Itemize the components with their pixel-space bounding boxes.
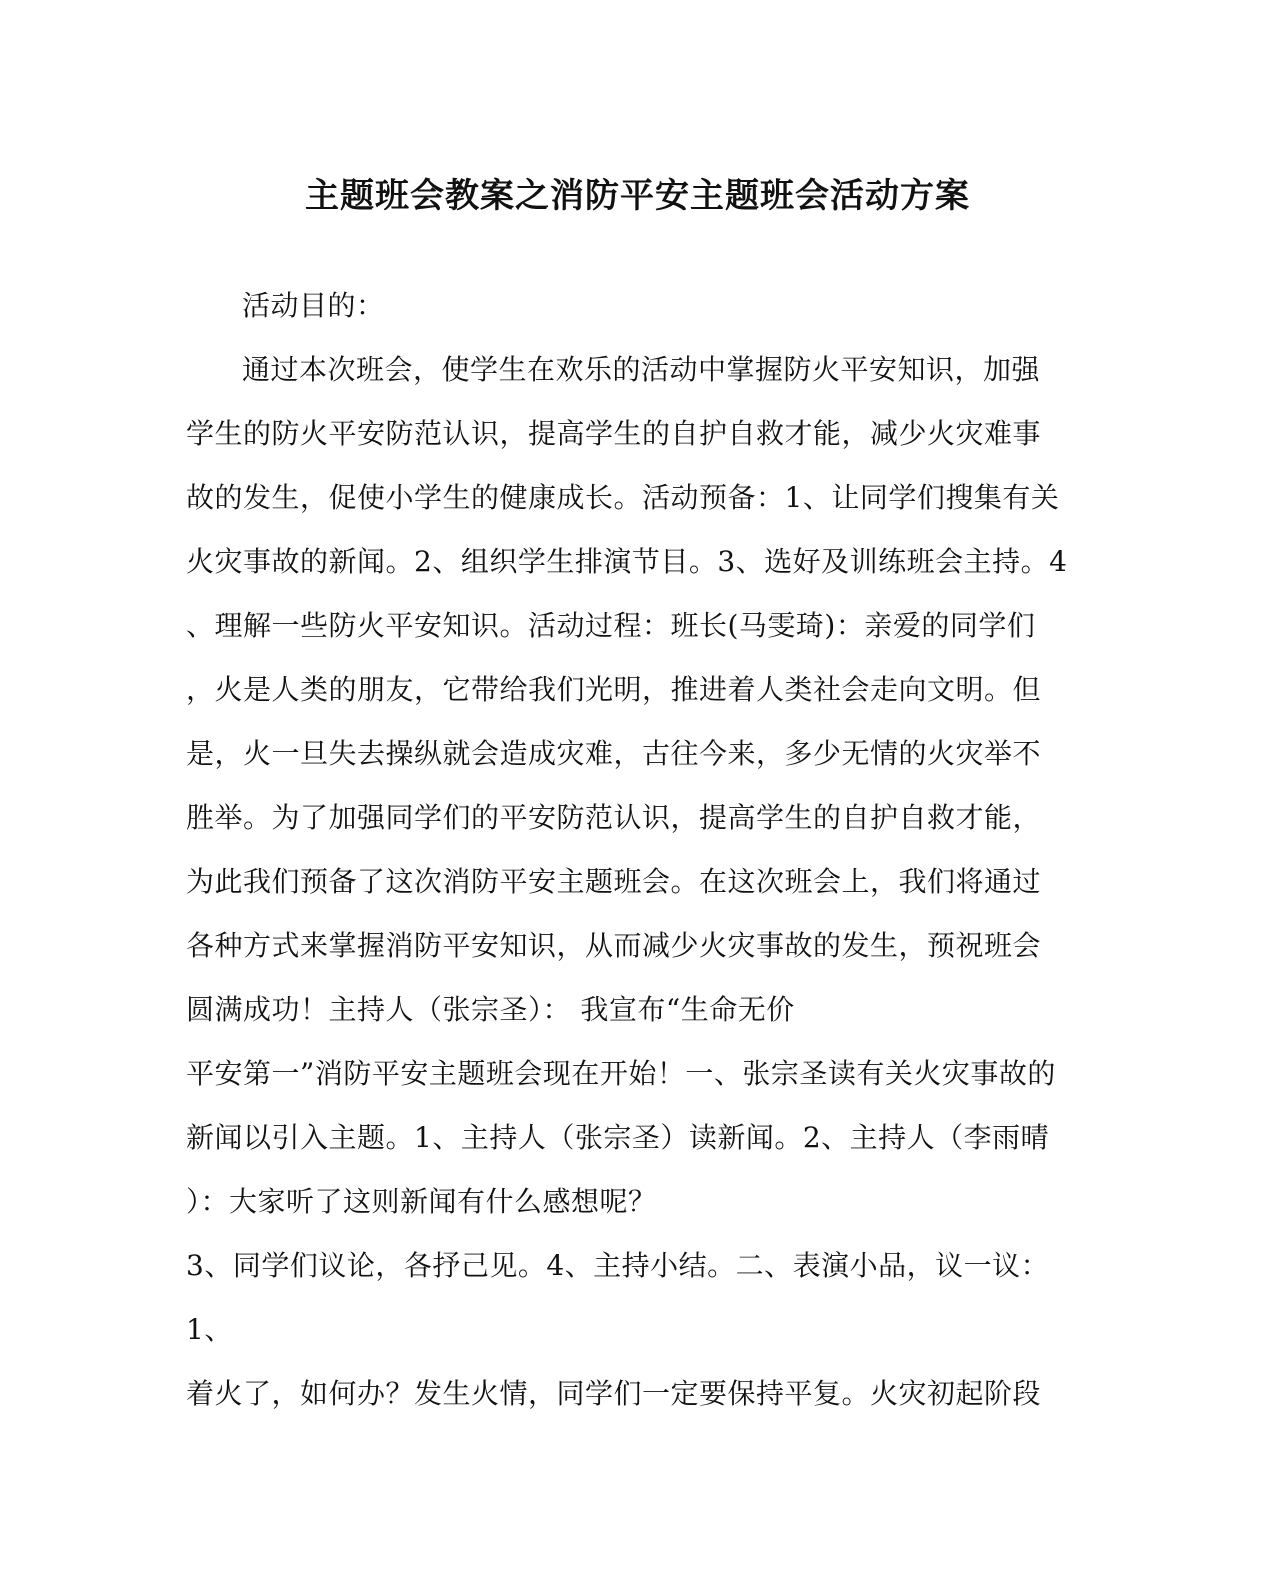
document-title: 主题班会教案之消防平安主题班会活动方案 xyxy=(305,176,970,216)
text-line: 故的发生，促使小学生的健康成长。活动预备：1、让同学们搜集有关 xyxy=(186,481,1060,514)
text-line: 平安第一”消防平安主题班会现在开始！一、张宗圣读有关火灾事故的 xyxy=(186,1057,1056,1090)
text-line: 通过本次班会，使学生在欢乐的活动中掌握防火平安知识，加强 xyxy=(242,353,1041,386)
text-line: 火灾事故的新闻。2、组织学生排演节目。3、选好及训练班会主持。4 xyxy=(186,545,1068,578)
text-line: 胜举。为了加强同学们的平安防范认识，提高学生的自护自救才能， xyxy=(186,801,1042,834)
text-line: 活动目的： xyxy=(242,289,385,322)
text-line: ，火是人类的朋友，它带给我们光明，推进着人类社会走向文明。但 xyxy=(186,673,1042,706)
text-line: ）：大家听了这则新闻有什么感想呢？ xyxy=(186,1185,657,1218)
text-line: 着火了，如何办？发生火情，同学们一定要保持平复。火灾初起阶段 xyxy=(186,1377,1042,1410)
text-line: 是，火一旦失去操纵就会造成灾难，古往今来，多少无情的火灾举不 xyxy=(186,737,1042,770)
text-line: 学生的防火平安防范认识，提高学生的自护自救才能，减少火灾难事 xyxy=(186,417,1042,450)
text-line: 各种方式来掌握消防平安知识，从而减少火灾事故的发生，预祝班会 xyxy=(186,929,1042,962)
text-line: 、理解一些防火平安知识。活动过程：班长(马雯琦)：亲爱的同学们 xyxy=(186,609,1036,642)
text-line: 圆满成功！主持人（张宗圣）： 我宣布“生命无价 xyxy=(186,993,795,1026)
text-line: 新闻以引入主题。1、主持人（张宗圣）读新闻。2、主持人（李雨晴 xyxy=(186,1121,1050,1154)
text-line: 3、同学们议论，各抒己见。4、主持小结。二、表演小品，议一议： xyxy=(186,1249,1050,1282)
text-line: 为此我们预备了这次消防平安主题班会。在这次班会上，我们将通过 xyxy=(186,865,1042,898)
text-line: 1、 xyxy=(186,1313,233,1346)
